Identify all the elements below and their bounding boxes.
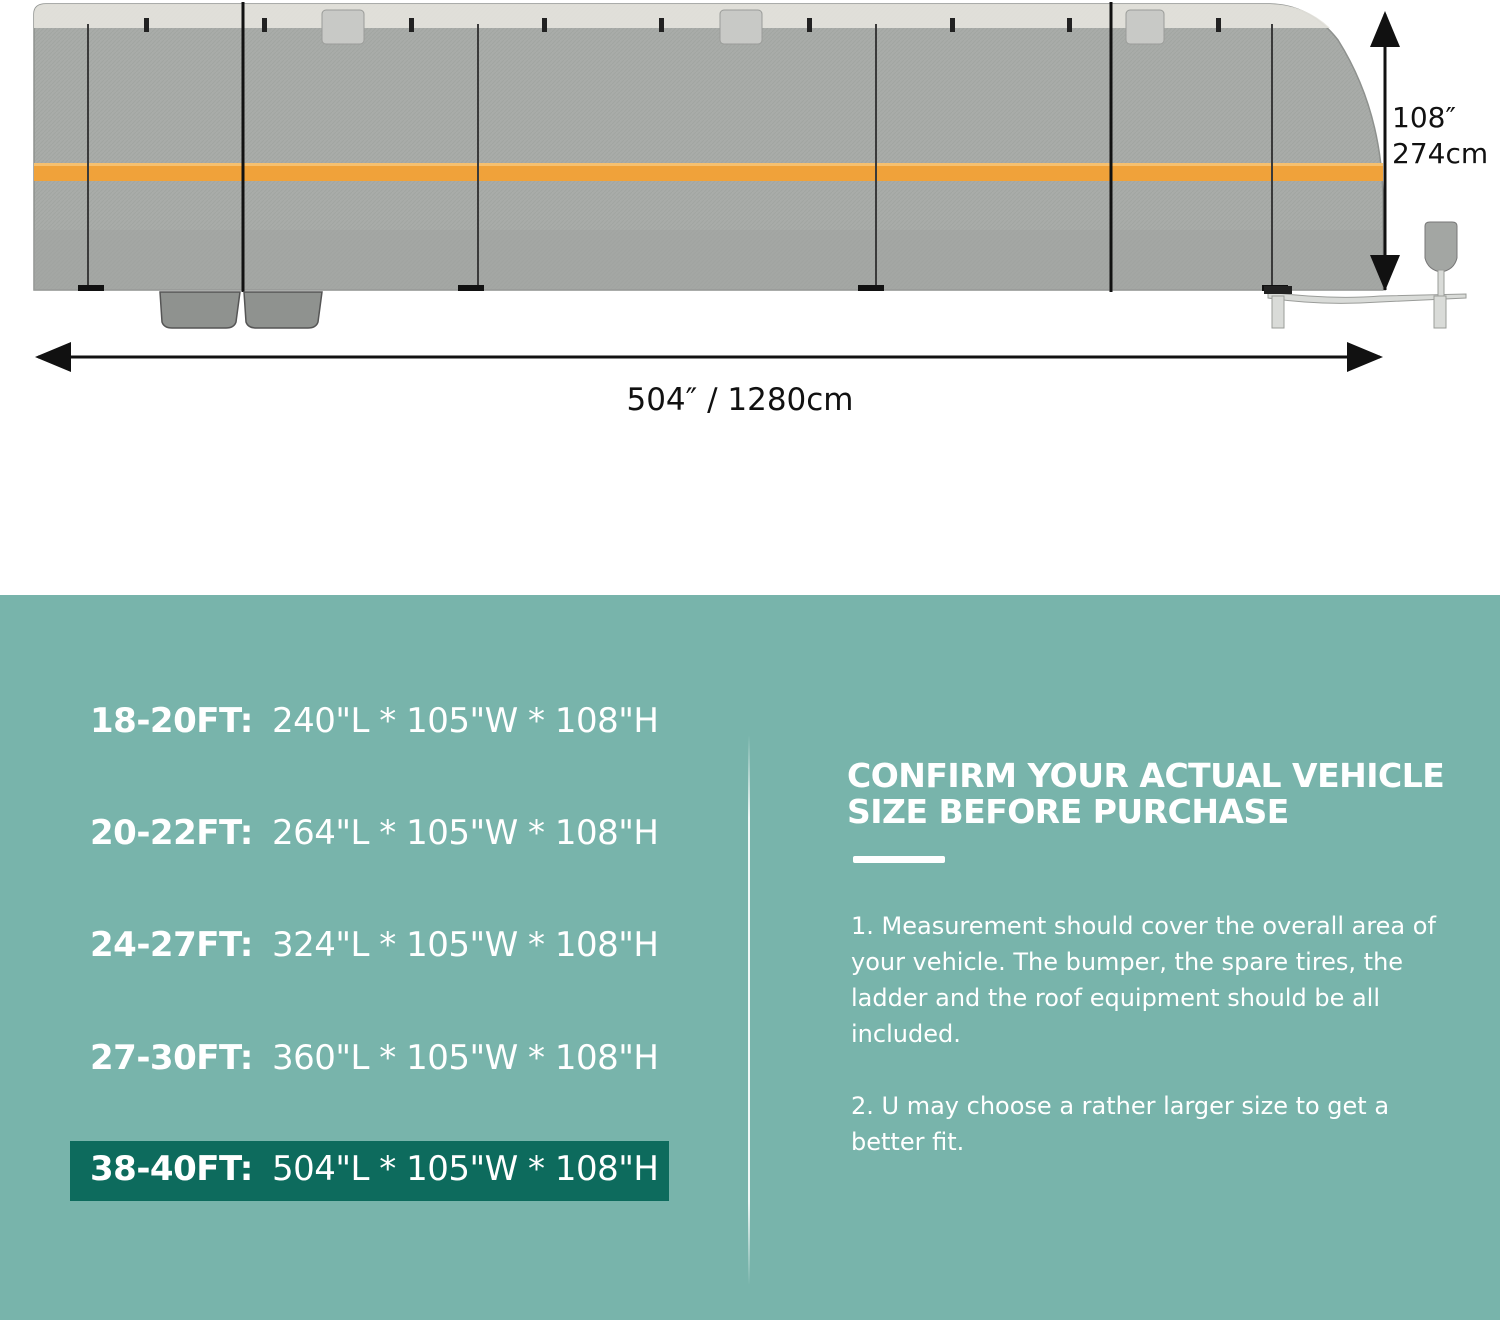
- roof-vent: [1126, 10, 1164, 44]
- size-range: 27-30FT:: [90, 1038, 253, 1078]
- size-range: 38-40FT:: [90, 1149, 253, 1189]
- notice-title: [847, 758, 1467, 830]
- notice-title-line: CONFIRM YOUR ACTUAL VEHICLE: [847, 756, 1445, 795]
- notice-title-line: SIZE BEFORE PURCHASE: [847, 792, 1289, 831]
- height-label: [1392, 100, 1488, 172]
- height-inches: 108″: [1392, 101, 1456, 134]
- note-item: 2. U may choose a rather larger size to get a better fit.: [851, 1092, 1390, 1156]
- tire-cover: [244, 292, 322, 328]
- rv-cover-diagram: [0, 0, 1500, 595]
- size-range: 18-20FT:: [90, 701, 253, 741]
- rv-illustration: [0, 0, 1500, 595]
- note-item: 1. Measurement should cover the overall area of your vehicle. The bumper, the spare tires, the ladder and the roof equipment should be all included.: [851, 912, 1436, 1048]
- hitch-coupler: [1264, 286, 1292, 294]
- size-dimensions: 360"L * 105"W * 108"H: [272, 1038, 659, 1078]
- size-row: [70, 917, 669, 977]
- panel-divider: [748, 735, 750, 1285]
- size-dimensions: 264"L * 105"W * 108"H: [272, 813, 659, 853]
- roof-vent: [322, 10, 364, 44]
- size-range: 20-22FT:: [90, 813, 253, 853]
- cover-shade: [34, 230, 1383, 290]
- size-dimensions: 504"L * 105"W * 108"H: [272, 1149, 659, 1189]
- size-range: 24-27FT:: [90, 925, 253, 965]
- size-spec-panel: [0, 595, 1500, 1320]
- size-dimensions: 324"L * 105"W * 108"H: [272, 925, 659, 965]
- length-label: 504″ / 1280cm: [626, 382, 854, 418]
- size-row: [70, 805, 669, 865]
- height-cm: 274cm: [1392, 137, 1489, 170]
- tire-cover: [160, 292, 240, 328]
- size-row: [70, 693, 669, 753]
- title-underline: [853, 856, 945, 863]
- size-row: [70, 1030, 669, 1090]
- roof-vent: [720, 10, 762, 44]
- size-dimensions: 240"L * 105"W * 108"H: [272, 701, 659, 741]
- size-row-highlighted: [70, 1141, 669, 1201]
